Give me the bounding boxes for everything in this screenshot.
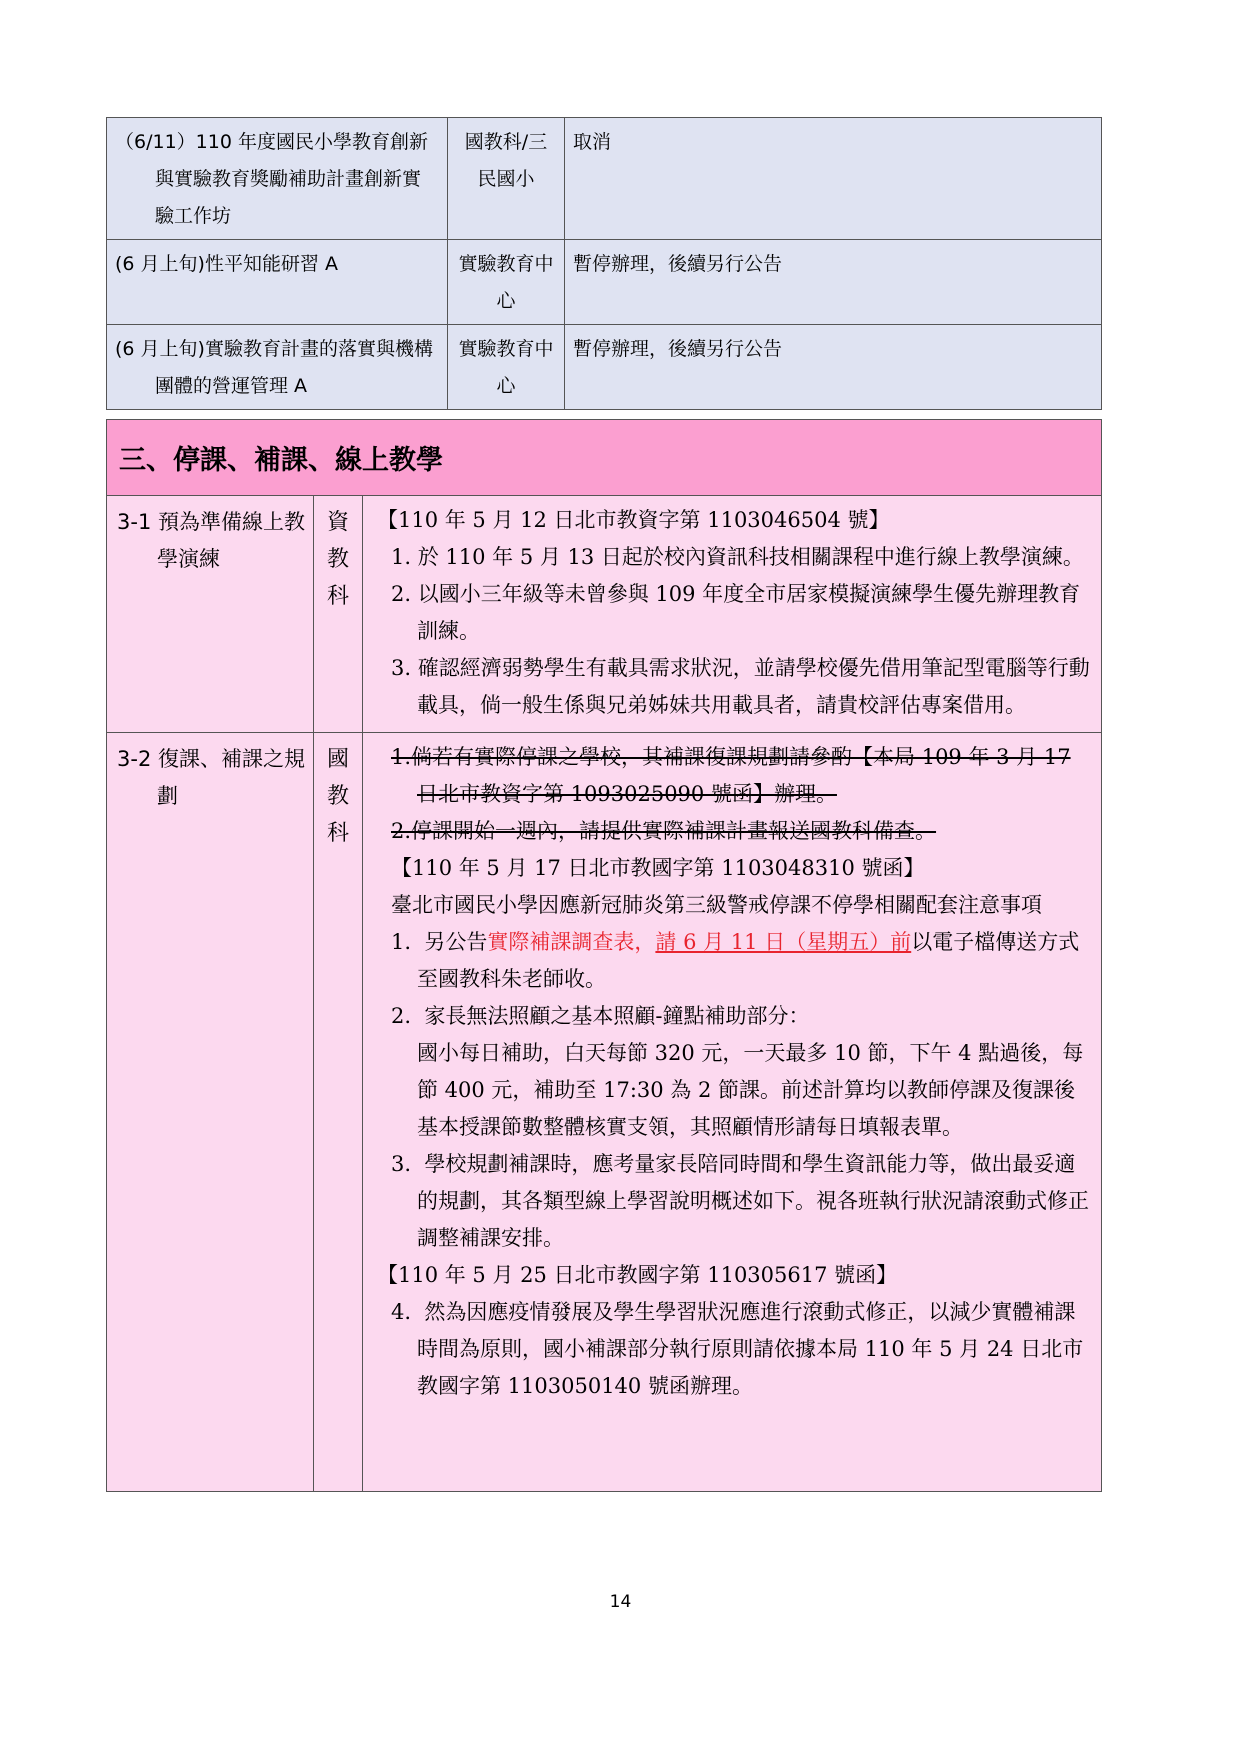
list-item: 1. 於 110 年 5 月 13 日起於校內資訊科技相關課程中進行線上教學演練。: [391, 545, 1084, 569]
activity-status: 取消: [565, 118, 1102, 240]
item-unit: 國教科: [314, 733, 363, 1492]
table-row: [107, 325, 1102, 410]
item-content: [363, 733, 1102, 1492]
activity-unit: 實驗教育中心: [448, 325, 565, 410]
list-item: 3. 學校規劃補課時，應考量家長陪同時間和學生資訊能力等，做出最妥適的規劃，其各類型線上學習說明概述如下。視各班執行狀況請滾動式修正調整補課安排。: [391, 1152, 1089, 1250]
activity-status: 暫停辦理，後續另行公告: [565, 325, 1102, 410]
struck-item: 1.倘若有實際停課之學校，其補課復課規劃請參酌【本局 109 年 3 月 17 日北市教資字第 1093025090 號函】辦理。: [391, 745, 1071, 806]
struck-item: 2.停課開始一週內，請提供實際補課計畫報送國教科備查。: [391, 819, 937, 843]
table-row: [107, 496, 1102, 733]
list-item: 4. 然為因應疫情發展及學生學習狀況應進行滾動式修正，以減少實體補課時間為原則，國小補課部分執行原則請依據本局 110 年 5 月 24 日北市教國字第 1103050140 號函辦理。: [391, 1300, 1084, 1398]
item-label: 3-1 預為準備線上教學演練: [107, 496, 314, 733]
activity-unit: 國教科/三民國小: [448, 118, 565, 240]
highlight-text: 實際補課調查表: [487, 930, 635, 954]
deadline-text: 請 6 月 11 日（星期五）前: [655, 930, 912, 954]
activity-table: [106, 117, 1102, 410]
item-label: 3-2 復課、補課之規劃: [107, 733, 314, 1492]
activity-name: (6 月上旬)性平知能研習 A: [107, 240, 448, 325]
item-unit: 資教科: [314, 496, 363, 733]
list-item: 2. 家長無法照顧之基本照顧-鐘點補助部分：: [391, 1004, 810, 1028]
section-table: [106, 419, 1102, 1492]
reference-doc: 【110 年 5 月 17 日北市教國字第 1103048310 號函】: [391, 856, 925, 880]
reference-doc: 【110 年 5 月 12 日北市教資字第 1103046504 號】: [377, 508, 890, 532]
activity-unit: 實驗教育中心: [448, 240, 565, 325]
list-item: 2. 以國小三年級等未曾參與 109 年度全市居家模擬演練學生優先辦理教育訓練。: [391, 582, 1081, 643]
activity-name: (6 月上旬)實驗教育計畫的落實與機構團體的營運管理 A: [107, 325, 448, 410]
list-item: 3. 確認經濟弱勢學生有載具需求狀況，並請學校優先借用筆記型電腦等行動載具，倘一般生係與兄弟姊妹共用載具者，請貴校評估專案借用。: [391, 656, 1090, 717]
reference-doc: 【110 年 5 月 25 日北市教國字第 110305617 號函】: [377, 1263, 898, 1287]
table-row: [107, 240, 1102, 325]
item-content: [363, 496, 1102, 733]
activity-name: （6/11）110 年度國民小學教育創新與實驗教育獎勵補助計畫創新實驗工作坊: [107, 118, 448, 240]
notice-intro: 臺北市國民小學因應新冠肺炎第三級警戒停課不停學相關配套注意事項: [391, 893, 1042, 917]
list-item: 1. 另公告實際補課調查表，請 6 月 11 日（星期五）前以電子檔傳送方式至國教科朱老師收。: [391, 930, 1080, 991]
table-row: [107, 733, 1102, 1492]
page-number: 14: [609, 1592, 632, 1612]
table-row: [107, 118, 1102, 240]
section-title: 三、停課、補課、線上教學: [107, 420, 1102, 496]
list-item-body: 國小每日補助，白天每節 320 元，一天最多 10 節，下午 4 點過後，每節 400 元，補助至 17:30 為 2 節課。前述計算均以教師停課及復課後基本授課節數整體核實支領，其照顧情形請每日填報表單。: [417, 1041, 1084, 1139]
activity-status: 暫停辦理，後續另行公告: [565, 240, 1102, 325]
